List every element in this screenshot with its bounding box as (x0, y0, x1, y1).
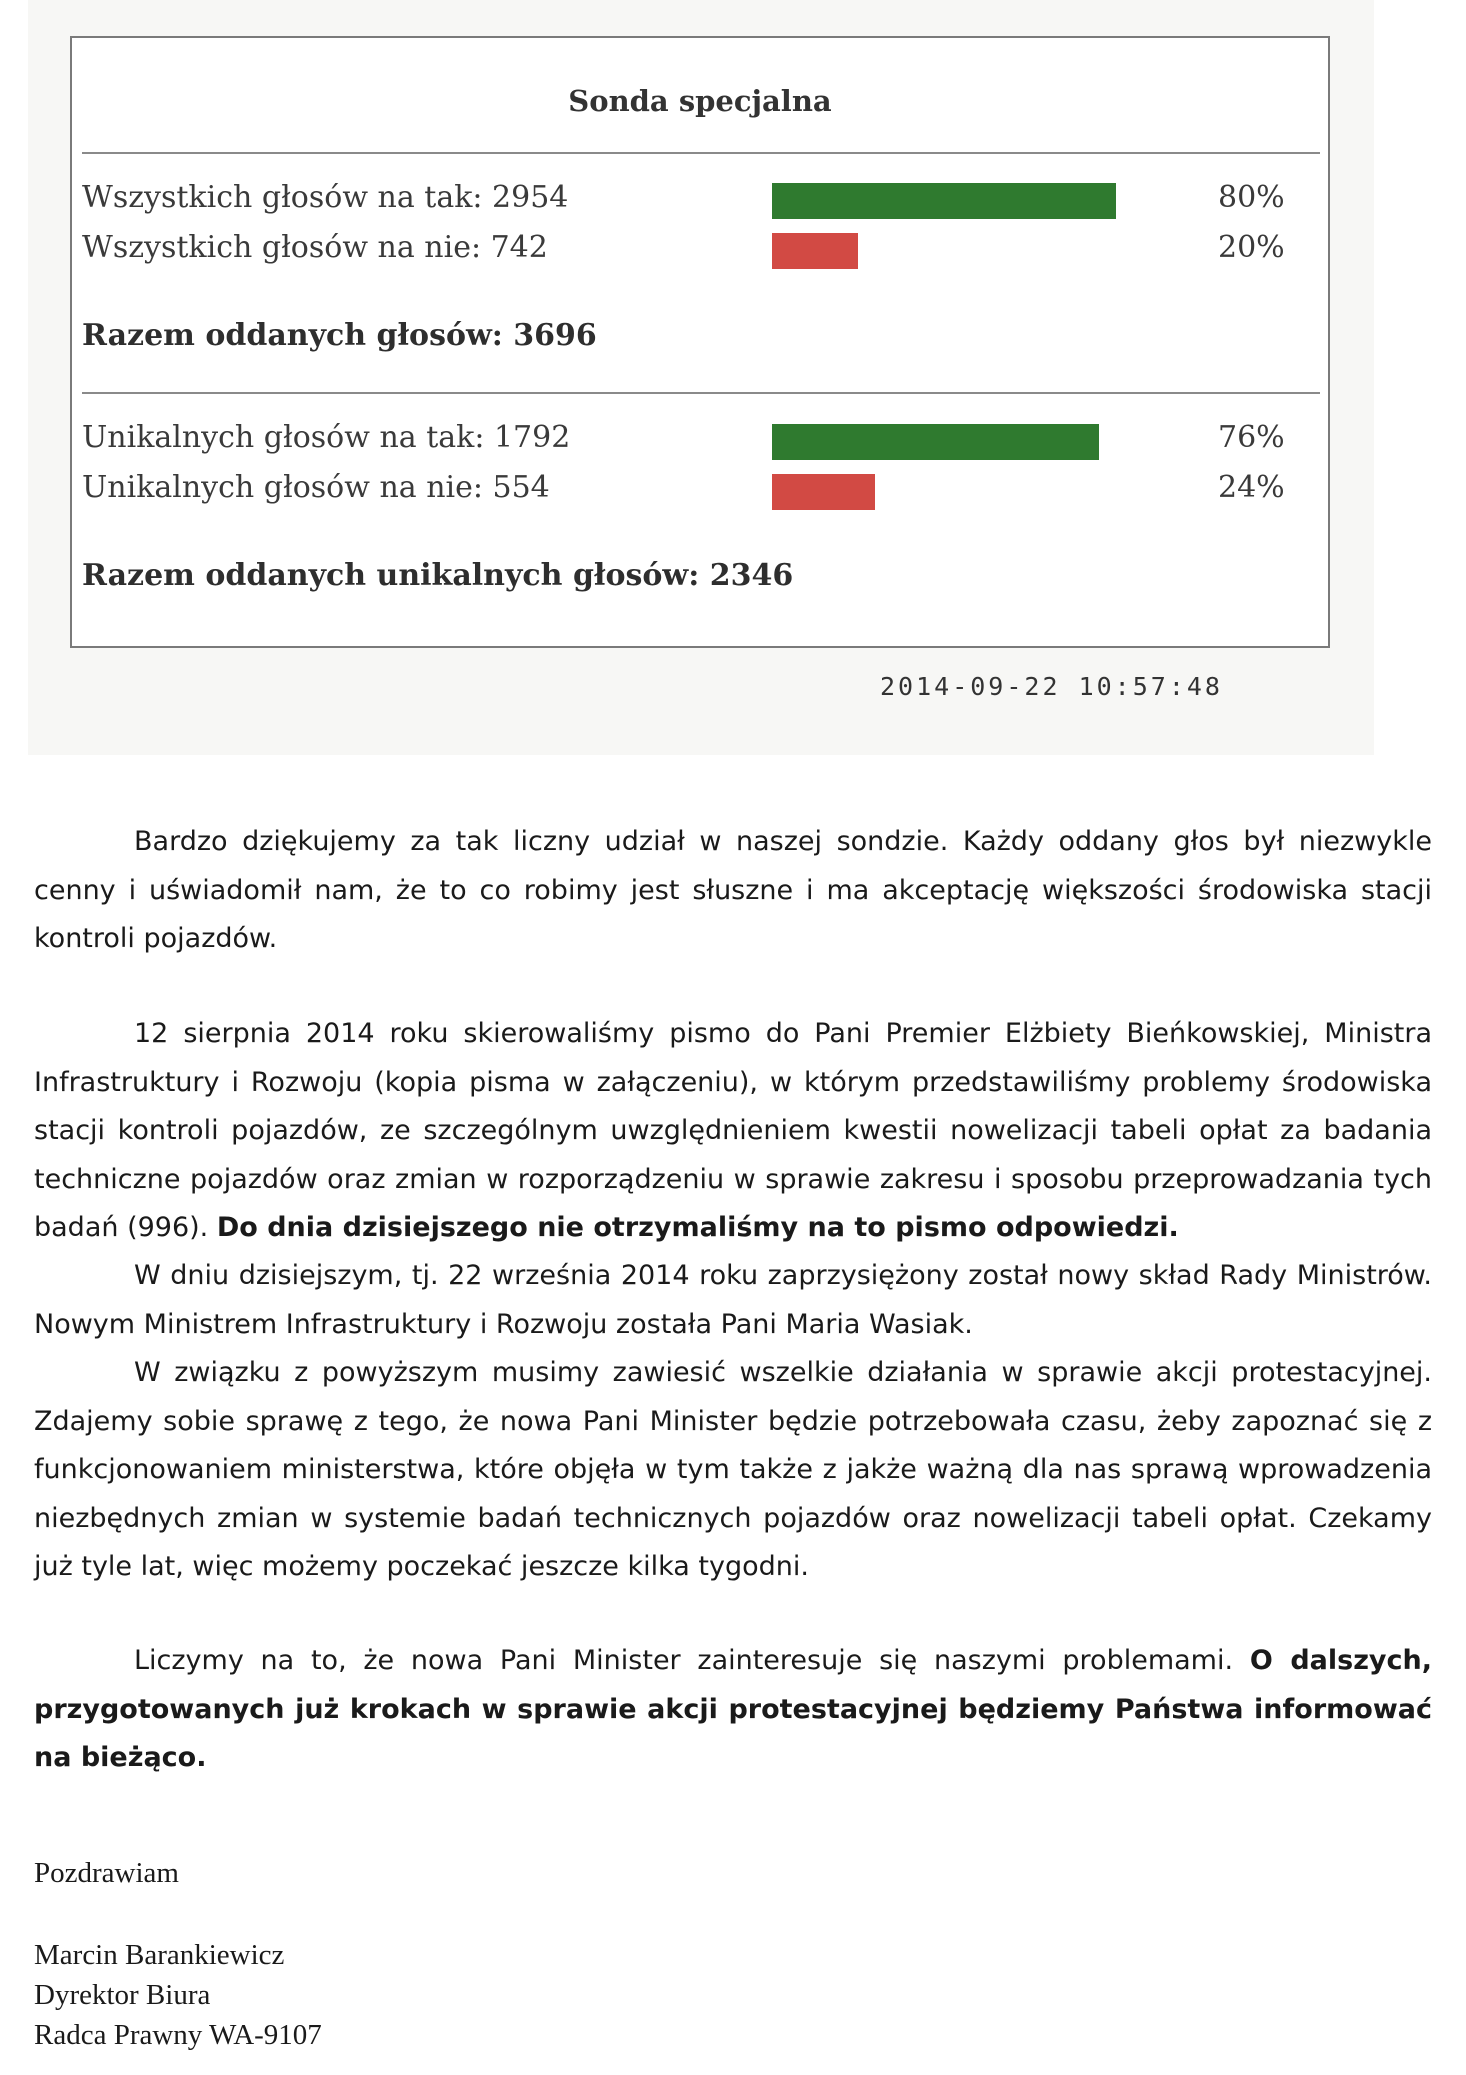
poll-panel (70, 36, 1330, 648)
paragraph-5 (34, 1637, 1432, 1783)
paragraph-1-text: Bardzo dziękujemy za tak liczny udział w naszej sondzie. Każdy oddany głos był niezwykle cenny i uświadomił nam, że to co robimy jest słuszne i ma akceptację większości środowiska stacji kontroli pojazdów. (34, 826, 1432, 954)
paragraph-2-emphasis: Do dnia dzisiejszego nie otrzymaliśmy na to pismo odpowiedzi. (216, 1212, 1179, 1243)
poll-bar-track (772, 474, 1202, 510)
poll-row-label: Wszystkich głosów na tak: 2954 (82, 180, 569, 215)
paragraph-4 (34, 1349, 1432, 1592)
paragraph-3 (34, 1252, 1432, 1349)
poll-percent: 20% (1218, 230, 1285, 265)
poll-bar-yes (772, 183, 1116, 219)
poll-timestamp: 2014-09-22 10:57:48 (880, 672, 1223, 701)
signatory-role: Dyrektor Biura (34, 1979, 211, 2011)
poll-bar-track (772, 424, 1202, 460)
paragraph-2-text: 12 sierpnia 2014 roku skierowaliśmy pismo do Pani Premier Elżbiety Bieńkowskiej, Ministra Infrastruktury i Rozwoju (kopia pisma w załączeniu), w którym przedstawiliśmy problemy środowiska stacji kontroli pojazdów, ze szczególnym uwzględnieniem kwestii nowelizacji tabeli opłat za badania techniczne pojazdów oraz zmian w rozporządzeniu w sprawie zakresu i sposobu przeprowadzania tych badań (996). (34, 1018, 1432, 1243)
poll-total: Razem oddanych unikalnych głosów: 2346 (82, 558, 794, 593)
poll-percent: 76% (1218, 420, 1285, 455)
poll-bar-track (772, 183, 1202, 219)
poll-title: Sonda specjalna (568, 84, 832, 118)
paragraph-4-text: W związku z powyższym musimy zawiesić wszelkie działania w sprawie akcji protestacyjnej. Zdajemy sobie sprawę z tego, że nowa Pani Minister będzie potrzebowała czasu, żeby zapoznać się z funkcjonowaniem ministerstwa, które objęła w tym także z jakże ważną dla nas sprawą wprowadzenia niezbędnych zmian w systemie badań technicznych pojazdów oraz nowelizacji tabeli opłat. Czekamy już tyle lat, więc możemy poczekać jeszcze kilka tygodni. (34, 1357, 1432, 1582)
closing-greeting: Pozdrawiam (34, 1857, 179, 1889)
signatory-title: Radca Prawny WA-9107 (34, 2019, 322, 2051)
divider (82, 152, 1320, 154)
paragraph-5-emphasis: O dalszych, przygotowanych już krokach w sprawie akcji protestacyjnej będziemy Państwa informować na bieżąco. (34, 1645, 1432, 1773)
poll-bar-track (772, 233, 1202, 269)
poll-row-label: Unikalnych głosów na nie: 554 (82, 470, 550, 505)
divider (82, 392, 1320, 394)
poll-row-label: Unikalnych głosów na tak: 1792 (82, 420, 571, 455)
poll-row-label: Wszystkich głosów na nie: 742 (82, 230, 548, 265)
paragraph-2 (34, 1010, 1432, 1253)
poll-total: Razem oddanych głosów: 3696 (82, 318, 597, 353)
poll-percent: 80% (1218, 180, 1285, 215)
paragraph-5-text: Liczymy na to, że nowa Pani Minister zainteresuje się naszymi problemami. (134, 1645, 1234, 1676)
poll-bar-yes (772, 424, 1099, 460)
poll-bar-no (772, 474, 875, 510)
poll-bar-no (772, 233, 858, 269)
poll-percent: 24% (1218, 470, 1285, 505)
paragraph-1 (34, 818, 1432, 964)
signatory-name: Marcin Barankiewicz (34, 1939, 285, 1971)
paragraph-3-text: W dniu dzisiejszym, tj. 22 września 2014 roku zaprzysiężony został nowy skład Rady Ministrów. Nowym Ministrem Infrastruktury i Rozwoju została Pani Maria Wasiak. (34, 1260, 1432, 1340)
